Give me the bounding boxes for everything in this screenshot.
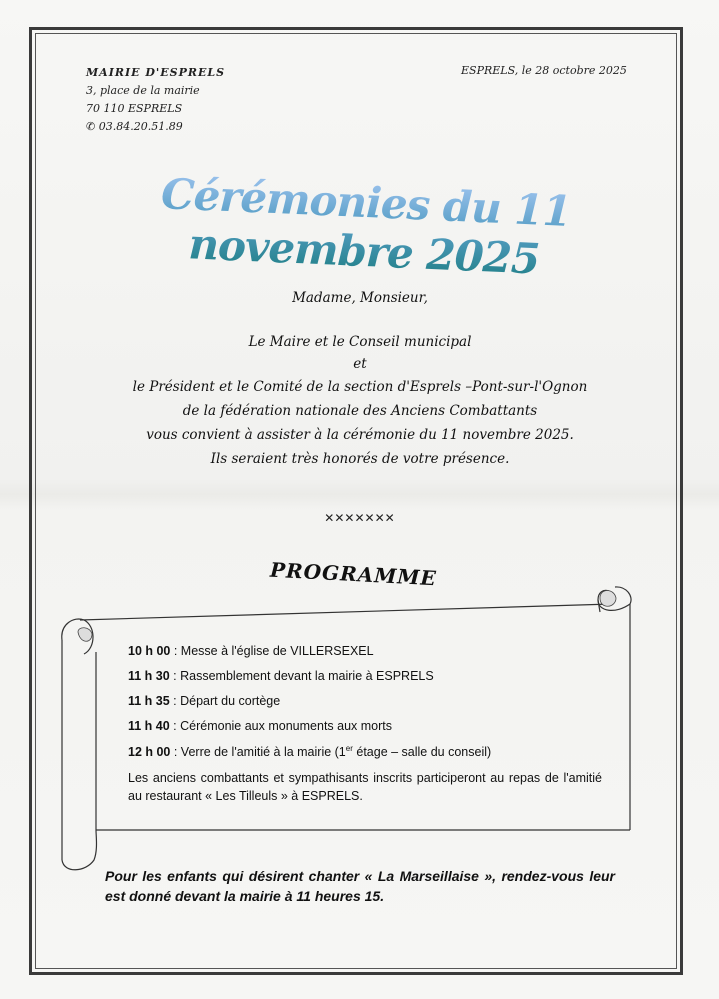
programme-item: 11 h 40 : Cérémonie aux monuments aux morts — [128, 719, 393, 733]
programme-title: PROGRAMME — [269, 557, 438, 591]
meal-note: Les anciens combattants et sympathisants inscrits participeront au repas de l'amitié au restaurant « Les Tilleuls » à ESPRELS. — [128, 771, 602, 803]
scroll-curl-left — [78, 628, 92, 642]
letter-line-5: vous convient à assister à la cérémonie du 11 novembre 2025. — [146, 427, 574, 443]
letter-line-4: de la fédération nationale des Anciens Combattants — [182, 403, 538, 419]
letter-line-6: Ils seraient très honorés de votre présence. — [210, 451, 510, 467]
salutation: Madame, Monsieur, — [292, 290, 428, 306]
phone-number: 03.84.20.51.89 — [98, 120, 183, 133]
separator: ✕✕✕✕✕✕✕ — [324, 511, 395, 525]
children-notice: Pour les enfants qui désirent chanter « La Marseillaise », rendez-vous leur est donné devant la mairie à 11 heures 15. — [105, 868, 615, 904]
address-line-2: 70 110 ESPRELS — [86, 102, 183, 115]
scroll-curl-right — [600, 591, 616, 607]
phone-icon: ✆ — [86, 120, 96, 133]
page-title: Cérémonies du 11 novembre 2025 — [68, 165, 662, 289]
programme-item: 12 h 00 : Verre de l'amitié à la mairie (1er étage – salle du conseil) — [128, 744, 492, 760]
org-name: MAIRIE D'ESPRELS — [86, 66, 226, 79]
letter-line-3: le Président et le Comité de la section d'Esprels –Pont-sur-l'Ognon — [132, 379, 588, 395]
programme-item: 11 h 35 : Départ du cortège — [128, 694, 281, 708]
place-date: ESPRELS, le 28 octobre 2025 — [461, 64, 627, 77]
programme-item: 11 h 30 : Rassemblement devant la mairie à ESPRELS — [128, 669, 434, 683]
letter-line-2: et — [353, 356, 367, 372]
address-line-1: 3, place de la mairie — [86, 84, 200, 97]
programme-item: 10 h 00 : Messe à l'église de VILLERSEXEL — [128, 644, 374, 658]
letter-line-1: Le Maire et le Conseil municipal — [248, 334, 472, 350]
